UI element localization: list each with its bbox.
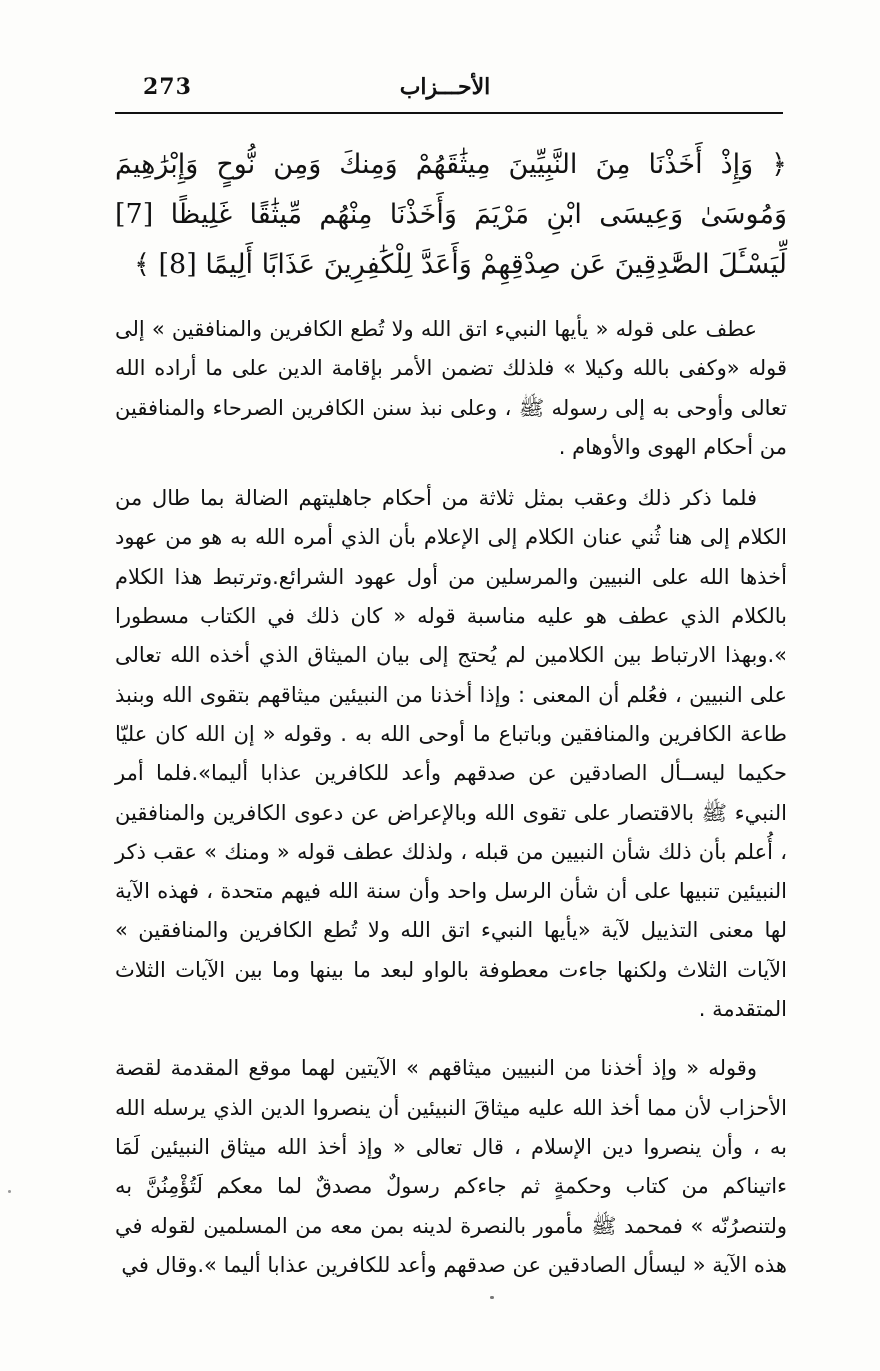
page-header <box>115 68 785 108</box>
quran-verses: ﴿ وَإِذْ أَخَذْنَا مِنَ النَّبِيِّينَ مِيثَٰقَهُمْ وَمِنكَ وَمِن نُّوحٍ وَإِبْرَٰهِيمَ وَمُوسَىٰ وَعِيسَى ابْنِ مَرْيَمَ وَأَخَذْنَا مِنْهُم مِّيثَٰقًا غَلِيظًا [7] لِّيَسْـَٔلَ الصَّٰدِقِينَ عَن صِدْقِهِمْ وَأَعَدَّ لِلْكَٰفِرِينَ عَذَابًا أَلِيمًا [8] ﴾ <box>115 149 787 280</box>
margin-speck <box>8 1190 11 1193</box>
paragraph-2: فلما ذكر ذلك وعقب بمثل ثلاثة من أحكام جاهليتهم الضالة بما طال من الكلام إلى هنا ثُني عنان الكلام إلى الإعلام بأن الذي أمره الله به هو من عهود أخذها الله على النبيين والمرسلين من أول عهود الشرائع.وترتبط هذا الكلام بالكلام الذي عطف هو عليه مناسبة قوله « كان ذلك في الكتاب مسطورا ».وبهذا الارتباط بين الكلامين لم يُحتج إلى بيان الميثاق الذي أخذه الله تعالى على النبيين ، فعُلم أن المعنى : وإذا أخذنا من النبيئين ميثاقهم بتقوى الله وبنبذ طاعة الكافرين والمنافقين وباتباع ما أوحى الله به . وقوله « إن الله كان عليّا حكيما ليســأل الصادقين عن صدقهم وأعد للكافرين عذابا أليما».فلما أمر النبيء ﷺ بالاقتصار على تقوى الله وبالإعراض عن دعوى الكافرين والمنافقين ، أُعلم بأن ذلك شأن النبيين من قبله ، ولذلك عطف قوله « ومنك » عقب ذكر النبيئين تنبيها على أن شأن الرسل واحد وأن سنة الله فيهم متحدة ، فهذه الآية لها معنى التذييل لآية «يأيها النبيء اتق الله ولا تُطع الكافرين والمنافقين » الآيات الثلاث ولكنها جاءت معطوفة بالواو لبعد ما بينها وما بين الآيات الثلاث المتقدمة . <box>115 486 787 1022</box>
header-rule <box>115 112 783 114</box>
page-number: 273 <box>143 74 192 100</box>
paragraph-1: عطف على قوله « يأيها النبيء اتق الله ولا تُطع الكافرين والمنافقين » إلى قوله «وكفى بالله وكيلا » فلذلك تضمن الأمر بإقامة الدين على ما أراده الله تعالى وأوحى به إلى رسوله ﷺ ، وعلى نبذ سنن الكافرين الصرحاء والمنافقين من أحكام الهوى والأوهام . <box>115 317 787 459</box>
print-speck <box>490 1296 494 1299</box>
paragraph-3: وقوله « وإذ أخذنا من النبيين ميثاقهم » الآيتين لهما موقع المقدمة لقصة الأحزاب لأن مما أخذ الله عليه ميثاقَ النبيئين أن ينصروا الدين الذي يرسله الله به ، وأن ينصروا دين الإسلام ، قال تعالى « وإذ أخذ الله ميثاق النبيئين لَمَا ءاتيناكم من كتاب وحكمةٍ ثم جاءكم رسولٌ مصدقٌ لما معكم لَتُؤْمِنُنَّ به ولتنصرُنّه » فمحمد ﷺ مأمور بالنصرة لدينه بمن معه من المسلمين لقوله في هذه الآية « ليسأل الصادقين عن صدقهم وأعد للكافرين عذابا أليما ».وقال في <box>115 1056 787 1277</box>
page-body <box>115 140 787 1285</box>
running-title: الأحـــزاب <box>399 74 491 100</box>
